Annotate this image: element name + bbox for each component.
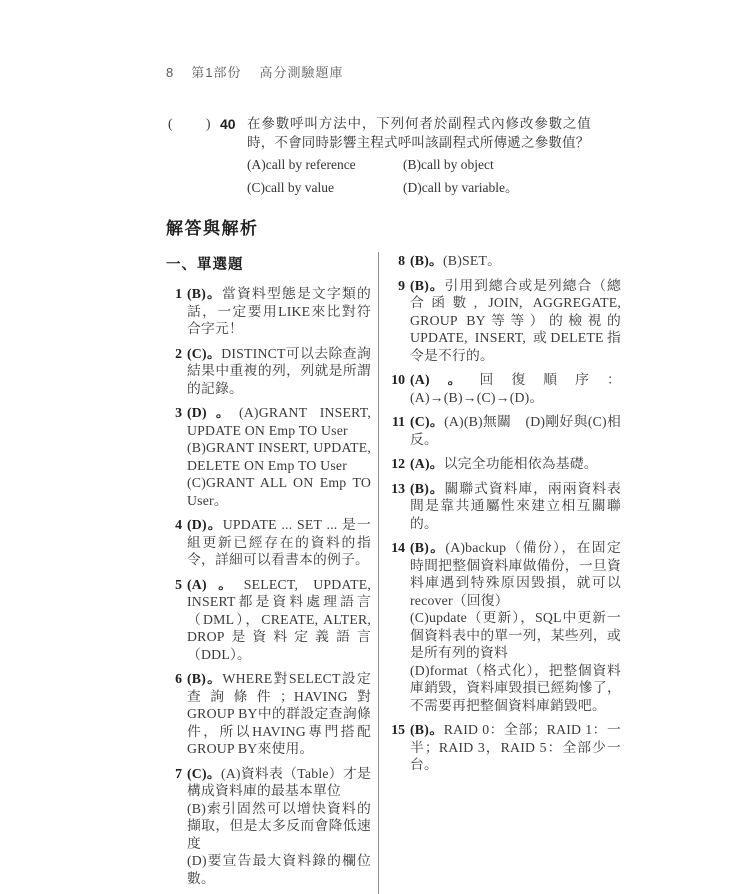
answer-item-1 [166, 285, 371, 338]
answer-paragraph [187, 285, 371, 338]
question-bracket [166, 115, 220, 197]
answer-letter: (C)。 [187, 765, 221, 781]
answer-item-7 [166, 765, 371, 888]
answer-number: 1 [175, 286, 182, 301]
page-header [166, 62, 622, 81]
question-options [247, 156, 591, 197]
answer-paragraph: (C)update（更新），SQL中更新一個資料表中的單一列，某些列，或是所有列的資料 [410, 610, 621, 660]
answer-number: 5 [175, 576, 182, 592]
answer-paragraph: (B)GRANT INSERT, UPDATE, DELETE ON Emp TO User [187, 440, 371, 473]
answer-letter: (B)。 [410, 253, 443, 268]
answer-letter: (B)。 [410, 722, 444, 737]
answer-letter: (A)。 [410, 456, 444, 471]
bracket-open: ( [168, 116, 173, 131]
book-page [166, 62, 622, 894]
answer-text: 回復順序：(A)→(B)→(C)→(D)。 [410, 372, 622, 405]
answer-number: 12 [391, 456, 405, 471]
answer-paragraph [410, 455, 621, 473]
answers-columns [166, 252, 622, 894]
answer-paragraph: (C)GRANT ALL ON Emp TO User。 [187, 475, 371, 508]
answer-number: 10 [391, 372, 405, 387]
page-number: 8 [166, 65, 175, 80]
answer-number: 6 [175, 671, 182, 686]
answer-item-14 [389, 539, 621, 714]
answer-item-8 [389, 252, 621, 270]
answers-left-column [166, 252, 378, 894]
answers-right-column [379, 252, 621, 894]
answer-number: 3 [175, 405, 182, 420]
answer-text: 引用到總合或是列總合（總合函數, JOIN, AGGREGATE, GROUP BY等等）的檢視的UPDATE, INSERT, 或DELETE指令是不行的。 [410, 277, 621, 363]
answer-text: RAID 0：全部；RAID 1：一半；RAID 3，RAID 5：全部少一台。 [410, 722, 621, 772]
answers-section-title: 解答與解析 [166, 219, 259, 238]
answer-paragraph: (B)索引固然可以增快資料的擷取，但是太多反而會降低速度 [187, 800, 371, 851]
answer-letter: (C)。 [187, 345, 222, 361]
answer-item-11 [389, 413, 621, 448]
answer-text: (B)SET。 [443, 253, 502, 268]
answer-item-13 [389, 480, 621, 533]
answer-item-9 [389, 277, 621, 365]
answer-letter: (B)。 [410, 540, 446, 555]
answer-text: 當資料型態是文字類的話，一定要用LIKE來比對符合字元！ [187, 286, 371, 336]
answer-text: (A)backup（備份），在固定時間把整個資料庫做備份，一旦資料庫遇到特殊原因毀損，就可以recover（回復） [410, 540, 621, 608]
answer-number: 14 [391, 540, 405, 555]
answers-subsection-title: 一、單選題 [166, 257, 244, 273]
question-text: 在參數呼叫方法中，下列何者於副程式內修改參數之值時，不會同時影響主程式呼叫該副程式所傳遞之參數值？ [247, 116, 591, 150]
answer-paragraph [187, 345, 371, 398]
answer-letter: (C)。 [410, 414, 445, 429]
book-title: 高分測驗題庫 [259, 65, 344, 80]
answer-letter: (D)。 [187, 517, 223, 532]
answer-item-6 [166, 670, 371, 758]
answer-letter: (A)。 [410, 372, 480, 387]
answer-paragraph: (D)要宣告最大資料錄的欄位數。 [187, 853, 371, 886]
answer-paragraph [187, 670, 371, 758]
answer-number: 13 [391, 480, 405, 496]
answer-text: UPDATE ... SET ... 是一組更新已經存在的資料的指令，詳細可以看書本的例子。 [187, 517, 371, 567]
answer-text: (A)資料表（Table）才是構成資料庫的最基本單位 [187, 765, 371, 798]
answer-text: WHERE對SELECT設定查詢條件；HAVING對GROUP BY中的群設定查詢條件，所以HAVING專門搭配GROUP BY來使用。 [187, 671, 371, 756]
answer-number: 8 [398, 253, 405, 268]
answer-paragraph [410, 721, 621, 774]
answer-text: (A)(B)無關 (D)剛好與(C)相反。 [410, 414, 622, 447]
question-block [166, 115, 622, 197]
answer-item-15 [389, 721, 621, 774]
question-option-c: (C)call by value [247, 179, 334, 195]
answer-item-5 [166, 576, 371, 664]
answer-number: 11 [391, 414, 405, 429]
bracket-close: ) [206, 116, 211, 131]
answer-paragraph: (D)format（格式化），把整個資料庫銷毀，資料庫毀損已經夠慘了，不需要再把整個資料庫銷毀吧。 [410, 662, 621, 713]
answer-letter: (D)。 [187, 405, 239, 420]
answer-letter: (A)。 [187, 576, 244, 592]
answer-text: DISTINCT可以去除查詢結果中重複的列，列就是所謂的記錄。 [187, 345, 371, 396]
answer-letter: (B)。 [187, 671, 223, 686]
answer-item-10 [389, 371, 621, 406]
answer-letter: (B)。 [410, 277, 445, 293]
answer-text: 關聯式資料庫，兩兩資料表間是靠共通屬性來建立相互關聯的。 [410, 480, 621, 531]
answer-paragraph [187, 516, 371, 569]
answer-item-4 [166, 516, 371, 569]
answer-paragraph [410, 480, 621, 533]
answer-item-12 [389, 455, 621, 473]
answer-item-3 [166, 404, 371, 509]
answer-number: 2 [175, 345, 182, 361]
answer-item-2 [166, 345, 371, 398]
question-option-a: (A)call by reference [247, 157, 356, 172]
answer-letter: (B)。 [187, 286, 222, 301]
answer-paragraph [410, 539, 621, 609]
answer-number: 7 [175, 765, 182, 781]
answer-letter: (B)。 [410, 480, 445, 496]
answer-paragraph [410, 413, 621, 448]
answer-paragraph [187, 765, 371, 800]
answer-text: SELECT, UPDATE, INSERT都是資料處理語言（DML），CREATE, ALTER, DROP是資料定義語言（DDL）。 [187, 576, 371, 662]
answer-paragraph [187, 576, 371, 664]
question-option-d: (D)call by variable。 [403, 179, 519, 195]
question-main [247, 115, 591, 197]
answer-number: 4 [175, 517, 182, 532]
answer-number: 15 [391, 722, 405, 737]
answer-paragraph [410, 277, 621, 365]
answer-text: 以完全功能相依為基礎。 [443, 456, 598, 471]
question-option-b: (B)call by object [403, 157, 494, 172]
part-label: 第1部份 [191, 65, 242, 80]
answer-paragraph [410, 371, 621, 406]
answer-text: (A)GRANT INSERT, UPDATE ON Emp TO User [187, 405, 371, 438]
answer-paragraph [410, 252, 621, 270]
answer-number: 9 [398, 277, 405, 293]
answer-paragraph [187, 404, 371, 439]
question-number: 40 [220, 116, 236, 132]
